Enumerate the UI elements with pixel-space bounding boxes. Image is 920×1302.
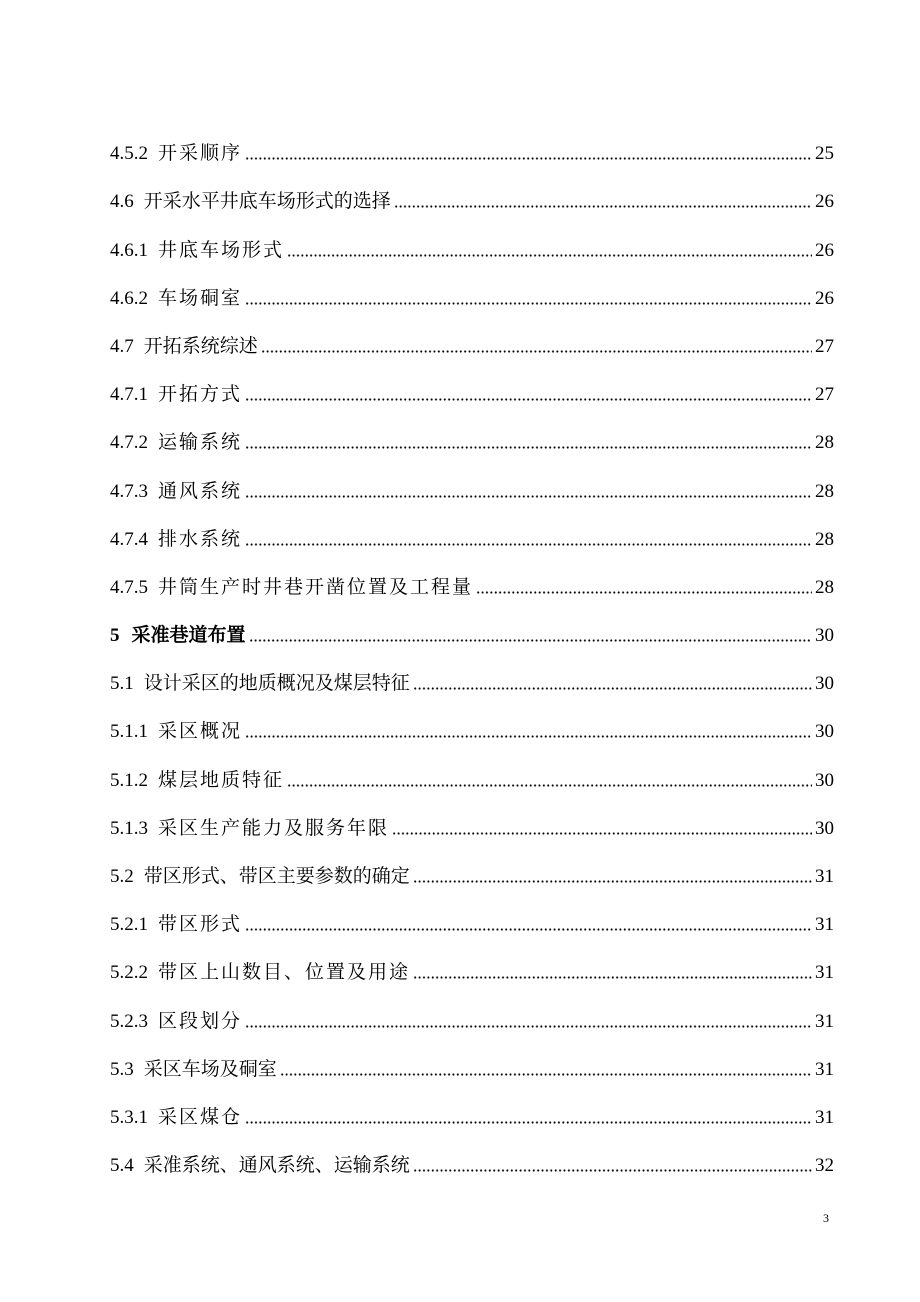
dot-leader [245,495,812,498]
toc-entry-number: 5.2.2 [110,962,148,984]
toc-entry[interactable] [110,308,834,356]
toc-entry[interactable] [110,597,834,645]
toc-entry-page: 31 [815,962,834,984]
toc-entry-number: 5.2.1 [110,914,148,936]
toc-entry-number: 4.7.4 [110,528,148,550]
toc-entry-page: 31 [815,1106,834,1128]
toc-entry-page: 26 [815,239,834,261]
toc-entry-title: 运输系统 [158,431,243,454]
toc-entry-number: 4.5.2 [110,143,148,165]
toc-entry-title: 通风系统 [158,479,243,502]
toc-entry[interactable] [110,1079,834,1127]
dot-leader [413,687,812,690]
toc-entry-page: 31 [815,1010,834,1032]
toc-entry-page: 30 [815,721,834,743]
dot-leader [245,1121,812,1124]
toc-entry-title: 开拓方式 [158,383,243,406]
toc-entry-title: 采准系统、通风系统、运输系统 [143,1154,410,1177]
toc-entry-number: 5 [110,625,120,647]
toc-entry-number: 5.2 [110,866,134,887]
dot-leader [413,1169,812,1172]
toc-entry-number: 4.7.1 [110,384,148,406]
toc-entry[interactable] [110,1031,834,1079]
toc-entry-number: 5.2.3 [110,1010,148,1032]
toc-entry[interactable] [110,163,834,211]
toc-entry[interactable] [110,211,834,259]
toc-entry-page: 30 [815,817,834,839]
toc-entry-number: 5.3.1 [110,1106,148,1128]
dot-leader [413,976,812,979]
toc-entry[interactable] [110,1127,834,1175]
toc-entry-page: 31 [815,914,834,936]
toc-entry-page: 28 [815,480,834,502]
toc-entry-title: 井底车场形式 [158,238,285,261]
toc-entry[interactable] [110,115,834,163]
toc-entry[interactable] [110,404,834,452]
toc-entry-page: 30 [815,769,834,791]
toc-entry-number: 5.1.2 [110,769,148,791]
toc-entry-number: 4.7.3 [110,480,148,502]
dot-leader [261,350,812,353]
toc-entry-number: 4.6.1 [110,239,148,261]
toc-entry-number: 4.7.2 [110,432,148,454]
toc-entry-page: 28 [815,432,834,454]
dot-leader [392,832,812,835]
toc-entry-number: 4.7.5 [110,576,148,598]
toc-entry[interactable] [110,934,834,982]
toc-entry-page: 27 [815,335,834,357]
toc-entry-number: 4.6 [110,191,134,213]
toc-entry-title: 带区上山数目、位置及用途 [158,961,411,984]
toc-entry[interactable] [110,645,834,693]
toc-entry-title: 采准巷道布置 [131,624,246,647]
toc-entry-page: 28 [815,528,834,550]
toc-entry-number: 5.1 [110,673,134,695]
dot-leader [280,1073,812,1076]
toc-entry-title: 车场硐室 [158,286,243,309]
toc-entry[interactable] [110,741,834,789]
dot-leader [249,639,812,642]
toc-entry[interactable] [110,501,834,549]
dot-leader [394,205,812,208]
toc-entry[interactable] [110,452,834,500]
toc-entry-number: 5.4 [110,1155,134,1177]
toc-entry-number: 5.1.1 [110,721,148,743]
toc-entry-page: 26 [815,191,834,213]
toc-entry[interactable] [110,790,834,838]
toc-entry[interactable] [110,886,834,934]
toc-entry-title: 采区煤仓 [158,1105,243,1128]
dot-leader [245,398,812,401]
toc-entry-number: 4.6.2 [110,287,148,309]
toc-entry[interactable] [110,356,834,404]
toc-entry-title: 采区车场及硐室 [143,1057,277,1080]
toc-entry-page: 30 [815,673,834,695]
toc-entry-number: 4.7 [110,335,134,357]
toc-entry-number: 5.3 [110,1058,134,1080]
toc-entry-title: 设计采区的地质概况及煤层特征 [143,672,410,695]
table-of-contents [110,115,834,1175]
toc-entry-title: 排水系统 [158,527,243,550]
toc-entry-page: 31 [815,1058,834,1080]
toc-entry-title: 开拓系统综述 [143,334,258,357]
toc-entry-page: 26 [815,287,834,309]
dot-leader [245,157,812,160]
toc-entry-title: 开采水平井底车场形式的选择 [143,190,391,213]
dot-leader [245,446,812,449]
toc-entry-title: 区段划分 [158,1009,243,1032]
toc-entry-page: 31 [815,866,834,887]
toc-entry-page: 30 [815,625,834,647]
toc-entry-page: 28 [815,576,834,598]
toc-entry[interactable] [110,549,834,597]
dot-leader [413,880,812,883]
toc-entry-title: 井筒生产时井巷开凿位置及工程量 [158,575,474,598]
dot-leader [245,302,812,305]
dot-leader [476,591,812,594]
toc-entry-title: 带区形式、带区主要参数的确定 [143,865,410,887]
dot-leader [245,1025,812,1028]
toc-entry-title: 采区生产能力及服务年限 [158,816,390,839]
toc-entry[interactable] [110,693,834,741]
toc-entry-title: 煤层地质特征 [158,768,285,791]
toc-entry[interactable] [110,838,834,886]
toc-entry-number: 5.1.3 [110,817,148,839]
dot-leader [245,928,812,931]
toc-entry[interactable] [110,260,834,308]
dot-leader [245,543,812,546]
page-number: 3 [823,1211,829,1225]
toc-entry[interactable] [110,982,834,1030]
toc-entry-page: 32 [815,1155,834,1177]
toc-entry-title: 带区形式 [158,913,243,936]
dot-leader [287,784,812,787]
toc-entry-title: 采区概况 [158,720,243,743]
dot-leader [245,735,812,738]
dot-leader [287,254,812,257]
toc-entry-page: 27 [815,384,834,406]
toc-entry-title: 开采顺序 [158,142,243,165]
toc-entry-page: 25 [815,143,834,165]
